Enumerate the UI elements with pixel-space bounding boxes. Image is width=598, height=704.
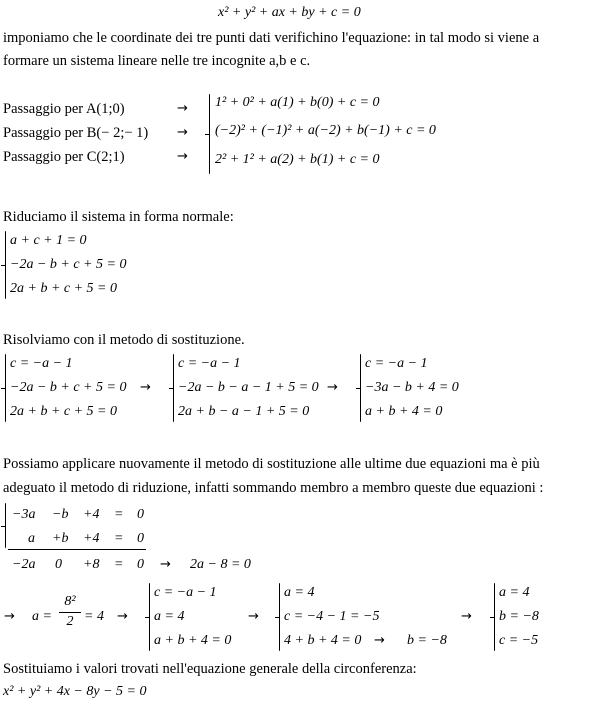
conclusion-text: Sostituiamo i valori trovati nell'equazione generale della circonferenza: — [3, 661, 417, 677]
system-brace — [360, 354, 361, 422]
intro-line-2: formare un sistema lineare nelle tre incognite a,b e c. — [3, 53, 311, 69]
reduction-sum-c1: −2a — [12, 557, 36, 572]
subst-title: Risolviamo con il metodo di sostituzione. — [3, 332, 245, 348]
reduction-r1-c1: −3a — [12, 507, 36, 522]
reduction-line-2: adeguato il metodo di riduzione, infatti sommando membro a membro queste due equazioni : — [3, 480, 544, 496]
passage-eq-b: (−2)² + (−1)² + a(−2) + b(−1) + c = 0 — [215, 123, 436, 138]
subst-3-eq-1: c = −a − 1 — [365, 356, 428, 371]
sum-rule — [8, 549, 146, 550]
reduction-r2-c2: +b — [52, 531, 69, 546]
subst-1-eq-1: c = −a − 1 — [10, 356, 73, 371]
arrow-icon: → — [140, 380, 151, 395]
arrow-icon: → — [374, 633, 385, 648]
a-fraction-denominator: 2 — [66, 614, 74, 629]
final-2-eq-2: c = −4 − 1 = −5 — [284, 609, 380, 624]
subst-2-eq-1: c = −a − 1 — [178, 356, 241, 371]
reduction-r1-c3: +4 — [83, 507, 100, 522]
passage-eq-c: 2² + 1² + a(2) + b(1) + c = 0 — [215, 152, 380, 167]
arrow-icon: → — [461, 609, 472, 624]
passage-label-a: Passaggio per A(1;0) — [3, 101, 125, 117]
reduction-sum-c2: 0 — [55, 557, 62, 572]
reduction-sum-c4: = — [114, 557, 124, 572]
system-brace — [173, 354, 174, 422]
system-brace — [5, 231, 6, 299]
final-1-eq-1: c = −a − 1 — [154, 585, 217, 600]
final-equation: x² + y² + 4x − 8y − 5 = 0 — [3, 684, 147, 699]
arrow-icon: → — [160, 557, 171, 572]
reduction-r2-c3: +4 — [83, 531, 100, 546]
fraction-bar — [59, 612, 81, 613]
subst-2-eq-3: 2a + b − a − 1 + 5 = 0 — [178, 404, 310, 419]
subst-2-eq-2: −2a − b − a − 1 + 5 = 0 — [178, 380, 319, 395]
reduction-sum-c5: 0 — [137, 557, 144, 572]
a-eq-suffix: = 4 — [84, 609, 104, 624]
passage-label-c: Passaggio per C(2;1) — [3, 149, 125, 165]
header-equation: x² + y² + ax + by + c = 0 — [218, 5, 361, 20]
normal-eq-2: −2a − b + c + 5 = 0 — [10, 257, 127, 272]
arrow-icon: → — [177, 125, 188, 140]
passage-label-b: Passaggio per B(− 2;− 1) — [3, 125, 149, 141]
a-fraction-numerator: 8² — [64, 594, 76, 609]
normal-eq-1: a + c + 1 = 0 — [10, 233, 87, 248]
reduction-line-1: Possiamo applicare nuovamente il metodo di sostituzione alle ultime due equazioni ma è più — [3, 456, 540, 472]
subst-3-eq-2: −3a − b + 4 = 0 — [365, 380, 459, 395]
passage-eq-a: 1² + 0² + a(1) + b(0) + c = 0 — [215, 95, 380, 110]
system-brace — [5, 503, 6, 548]
arrow-icon: → — [248, 609, 259, 624]
final-1-eq-3: a + b + 4 = 0 — [154, 633, 232, 648]
reduction-r1-c5: 0 — [137, 507, 144, 522]
arrow-icon: → — [177, 149, 188, 164]
a-eq-prefix: a = — [32, 609, 52, 624]
subst-3-eq-3: a + b + 4 = 0 — [365, 404, 443, 419]
final-b-value: b = −8 — [407, 633, 447, 648]
system-brace — [149, 583, 150, 651]
final-1-eq-2: a = 4 — [154, 609, 185, 624]
reduction-r2-c4: = — [114, 531, 124, 546]
reduction-r2-c1: a — [28, 531, 35, 546]
arrow-icon: → — [4, 609, 15, 624]
system-brace — [494, 583, 495, 651]
subst-1-eq-2: −2a − b + c + 5 = 0 — [10, 380, 127, 395]
final-2-eq-3: 4 + b + 4 = 0 — [284, 633, 362, 648]
reduction-sum-c3: +8 — [83, 557, 100, 572]
reduction-r2-c5: 0 — [137, 531, 144, 546]
final-2-eq-1: a = 4 — [284, 585, 315, 600]
final-3-eq-1: a = 4 — [499, 585, 530, 600]
arrow-icon: → — [327, 380, 338, 395]
subst-1-eq-3: 2a + b + c + 5 = 0 — [10, 404, 118, 419]
reduction-result: 2a − 8 = 0 — [190, 557, 251, 572]
reduction-r1-c2: −b — [52, 507, 69, 522]
system-brace — [5, 354, 6, 422]
arrow-icon: → — [117, 609, 128, 624]
system-brace — [209, 94, 210, 174]
normal-eq-3: 2a + b + c + 5 = 0 — [10, 281, 118, 296]
final-3-eq-3: c = −5 — [499, 633, 539, 648]
reduction-r1-c4: = — [114, 507, 124, 522]
final-3-eq-2: b = −8 — [499, 609, 539, 624]
intro-line-1: imponiamo che le coordinate dei tre punti dati verifichino l'equazione: in tal modo si viene a — [3, 30, 540, 46]
normal-title: Riduciamo il sistema in forma normale: — [3, 209, 234, 225]
system-brace — [279, 583, 280, 651]
arrow-icon: → — [177, 101, 188, 116]
